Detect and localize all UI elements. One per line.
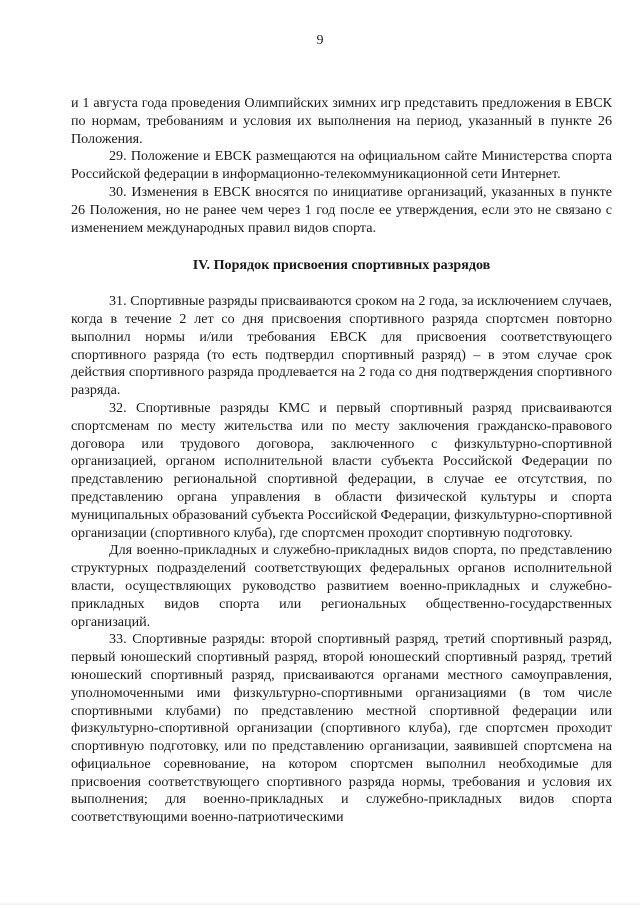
paragraph-31: 31. Спортивные разряды присваиваются сроком на 2 года, за исключением случаев, когда в течение 2 лет со дня присвоения спортивного разряда спортсмен повторно выполнил нормы и/или требования ЕВСК для присвоения соответствующего спортивного разряда (то есть подтвердил спортивный разряд) – в этом случае срок действия спортивного разряда продлевается на 2 года со дня подтверждения спортивного разряда.: [71, 293, 612, 399]
paragraph-33: 33. Спортивные разряды: второй спортивный разряд, третий спортивный разряд, первый юношеский спортивный разряд, второй юношеский спортивный разряд, третий юношеский спортивный разряд, присваиваются органами местного самоуправления, уполномоченными ими физкультурно-спортивными организациями (в том числе спортивными клубами) по представлению местной спортивной федерации или физкультурно-спортивной организации (спортивного клуба), где спортсмен проходит спортивную подготовку, или по представлению организации, заявившей спортсмена на официальное соревнование, на котором спортсмен выполнил необходимые для присвоения соответствующего спортивного разряда нормы, требования и условия их выполнения; для военно-прикладных и служебно-прикладных видов спорта соответствующими военно-патриотическими: [71, 631, 612, 826]
paragraph-32-military: Для военно-прикладных и служебно-прикладных видов спорта, по представлению структурных подразделений соответствующих федеральных органов исполнительной власти, осуществляющих руководство развитием военно-прикладных и служебно-прикладных видов спорта или региональных общественно-государственных организаций.: [71, 542, 612, 630]
paragraph-29: 29. Положение и ЕВСК размещаются на официальном сайте Министерства спорта Российской федерации в информационно-телекоммуникационной сети Интернет.: [71, 148, 612, 183]
paragraph-continuation: и 1 августа года проведения Олимпийских зимних игр представить предложения в ЕВСК по нормам, требованиям и условия их выполнения на период, указанный в пункте 26 Положения.: [71, 95, 612, 147]
section-heading: IV. Порядок присвоения спортивных разрядов: [192, 257, 491, 274]
page-number: 9: [316, 33, 324, 48]
document-body: [71, 95, 612, 827]
paragraph-32: 32. Спортивные разряды КМС и первый спортивный разряд присваиваются спортсменам по месту жительства или по месту заключения гражданско-правового договора или трудового договора, заключенного с физкультурно-спортивной организацией, органом исполнительной власти субъекта Российской Федерации по представлению региональной спортивной федерации, в случае ее отсутствия, по представлению органа управления в области физической культуры и спорта муниципальных образований субъекта Российской Федерации, физкультурно-спортивной организации (спортивного клуба), где спортсмен проходит спортивную подготовку.: [71, 399, 612, 541]
paragraph-30: 30. Изменения в ЕВСК вносятся по инициативе организаций, указанных в пункте 26 Положения, но не ранее чем через 1 год после ее утверждения, если это не связано с изменением международных правил видов спорта.: [71, 183, 612, 236]
